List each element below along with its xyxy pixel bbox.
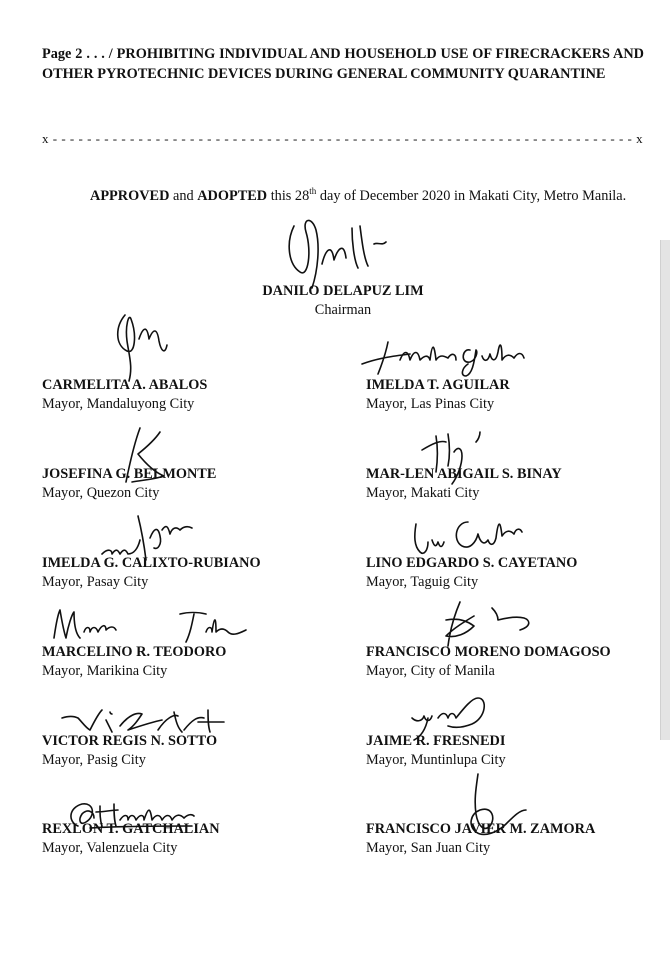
signatory-title: Mayor, City of Manila: [366, 663, 495, 679]
signatory-title: Mayor, Valenzuela City: [42, 840, 178, 856]
chairman-name: DANILO DELAPUZ LIM: [262, 283, 424, 299]
signatory-block: [366, 465, 666, 502]
signatory-block: [42, 465, 342, 502]
signatory-title: Mayor, Makati City: [366, 485, 480, 501]
approval-and: and: [169, 188, 198, 204]
chairman-block: [200, 282, 486, 319]
signatory-block: [366, 376, 666, 413]
signatory-name: FRANCISCO MORENO DOMAGOSO: [366, 644, 611, 660]
signatory-name: VICTOR REGIS N. SOTTO: [42, 733, 218, 749]
separator-line: x - - - - - - - - - - - - - - - - - - - - - - - - - - - - - - - - - - - - - - - - - - - - - - - - - - - - - - - - - - - - - - - - - - - - x: [42, 131, 644, 146]
signatory-name: LINO EDGARDO S. CAYETANO: [366, 555, 578, 571]
signature-aguilar: [358, 330, 558, 380]
ordinal-suffix: th: [309, 186, 317, 197]
signatory-block: [42, 376, 342, 413]
signatory-name: JOSEFINA G. BELMONTE: [42, 466, 217, 482]
signatory-title: Mayor, Muntinlupa City: [366, 752, 506, 768]
approval-paragraph: [42, 186, 644, 206]
signatory-block: [366, 732, 666, 769]
signatory-title: Mayor, Marikina City: [42, 663, 168, 679]
chairman-title: Chairman: [314, 302, 372, 318]
signatory-block: [366, 820, 666, 857]
signatory-block: [42, 643, 342, 680]
signature-chairman: [282, 212, 412, 292]
signatory-name: IMELDA T. AGUILAR: [366, 377, 510, 393]
signatory-block: [42, 554, 342, 591]
approval-date-suffix: day of December 2020 in Makati City, Metro Manila.: [316, 188, 627, 204]
signatory-block: [366, 643, 666, 680]
signatory-title: Mayor, Pasig City: [42, 752, 146, 768]
signatory-name: REXLON T. GATCHALIAN: [42, 821, 220, 837]
signatory-title: Mayor, Las Pinas City: [366, 396, 495, 412]
adopted-word: ADOPTED: [197, 188, 268, 204]
approved-word: APPROVED: [90, 188, 170, 204]
signature-teodoro: [50, 604, 250, 646]
signatory-title: Mayor, Taguig City: [366, 574, 479, 590]
signatory-title: Mayor, Mandaluyong City: [42, 396, 195, 412]
signatory-name: FRANCISCO JAVIER M. ZAMORA: [366, 821, 596, 837]
signatory-name: MARCELINO R. TEODORO: [42, 644, 227, 660]
page-header: Page 2 . . . / PROHIBITING INDIVIDUAL AND HOUSEHOLD USE OF FIRECRACKERS AND OTHER PYROTECHNIC DEVICES DURING GENERAL COMMUNITY QUARANTINE: [42, 46, 644, 82]
signatory-name: JAIME R. FRESNEDI: [366, 733, 506, 749]
signatory-block: [42, 820, 342, 857]
signatory-title: Mayor, San Juan City: [366, 840, 491, 856]
signatory-name: IMELDA G. CALIXTO-RUBIANO: [42, 555, 261, 571]
signatory-title: Mayor, Quezon City: [42, 485, 160, 501]
approval-date-prefix: this 28: [267, 188, 310, 204]
signatory-block: [42, 732, 342, 769]
signatory-block: [366, 554, 666, 591]
signature-abalos: [105, 305, 175, 385]
signatory-name: CARMELITA A. ABALOS: [42, 377, 208, 393]
signatory-title: Mayor, Pasay City: [42, 574, 149, 590]
signatory-name: MAR-LEN ABIGAIL S. BINAY: [366, 466, 562, 482]
